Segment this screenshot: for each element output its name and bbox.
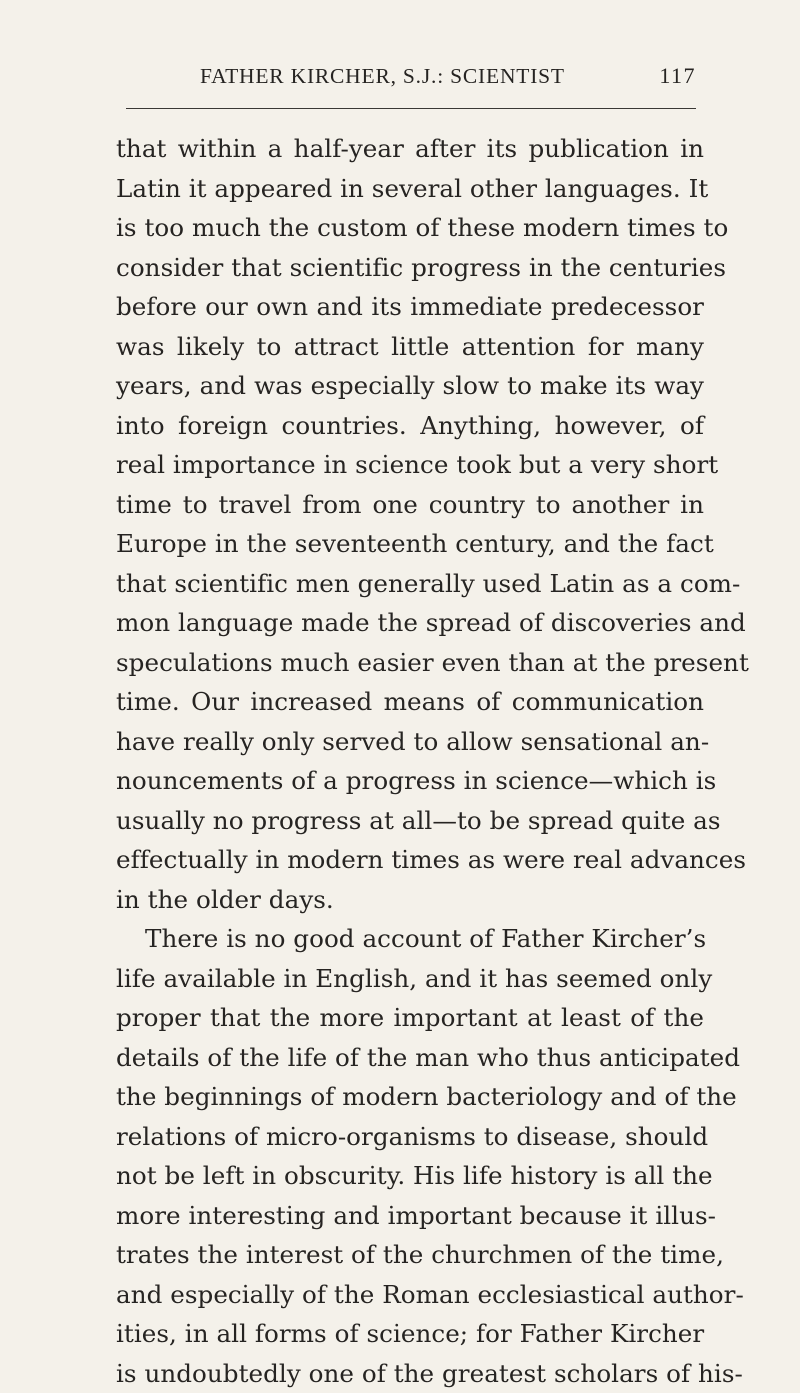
text-line: not be left in obscurity. His life history is all the — [116, 1156, 704, 1196]
text-line: into foreign countries. Anything, however, of — [116, 406, 704, 446]
paragraph-end-line: in the older days. — [116, 880, 704, 920]
text-line: is too much the custom of these modern times to — [116, 208, 704, 248]
text-line: have really only served to allow sensational an- — [116, 722, 704, 762]
text-line: years, and was especially slow to make its way — [116, 366, 704, 406]
text-line: Latin it appeared in several other languages. It — [116, 169, 704, 209]
text-line: that scientific men generally used Latin as a com- — [116, 564, 704, 604]
text-line: time. Our increased means of communication — [116, 682, 704, 722]
text-line: real importance in science took but a very short — [116, 445, 704, 485]
text-line: trates the interest of the churchmen of the time, — [116, 1235, 704, 1275]
text-line: is undoubtedly one of the greatest scholars of his- — [116, 1354, 704, 1393]
text-line: Europe in the seventeenth century, and the fact — [116, 524, 704, 564]
text-line: details of the life of the man who thus anticipated — [116, 1038, 704, 1078]
text-line: speculations much easier even than at the present — [116, 643, 704, 683]
text-line: life available in English, and it has seemed only — [116, 959, 704, 999]
text-line: more interesting and important because it illus- — [116, 1196, 704, 1236]
text-line: proper that the more important at least of the — [116, 998, 704, 1038]
page-number: 117 — [659, 63, 696, 89]
text-line: mon language made the spread of discoveries and — [116, 603, 704, 643]
text-line: and especially of the Roman ecclesiastical author- — [116, 1275, 704, 1315]
text-line: before our own and its immediate predecessor — [116, 287, 704, 327]
text-line: consider that scientific progress in the centuries — [116, 248, 704, 288]
body-text — [116, 129, 704, 1393]
text-line: usually no progress at all—to be spread quite as — [116, 801, 704, 841]
text-line: the beginnings of modern bacteriology and of the — [116, 1077, 704, 1117]
text-line: ities, in all forms of science; for Father Kircher — [116, 1314, 704, 1354]
text-line: was likely to attract little attention for many — [116, 327, 704, 367]
text-line: time to travel from one country to another in — [116, 485, 704, 525]
text-line: effectually in modern times as were real advances — [116, 840, 704, 880]
running-head — [116, 64, 696, 98]
running-title: FATHER KIRCHER, S.J.: SCIENTIST — [200, 64, 565, 89]
header-rule — [126, 108, 696, 109]
paragraph-start-line: There is no good account of Father Kircher’s — [116, 919, 704, 959]
text-line: that within a half-year after its publication in — [116, 129, 704, 169]
text-line: nouncements of a progress in science—which is — [116, 761, 704, 801]
text-line: relations of micro-organisms to disease, should — [116, 1117, 704, 1157]
